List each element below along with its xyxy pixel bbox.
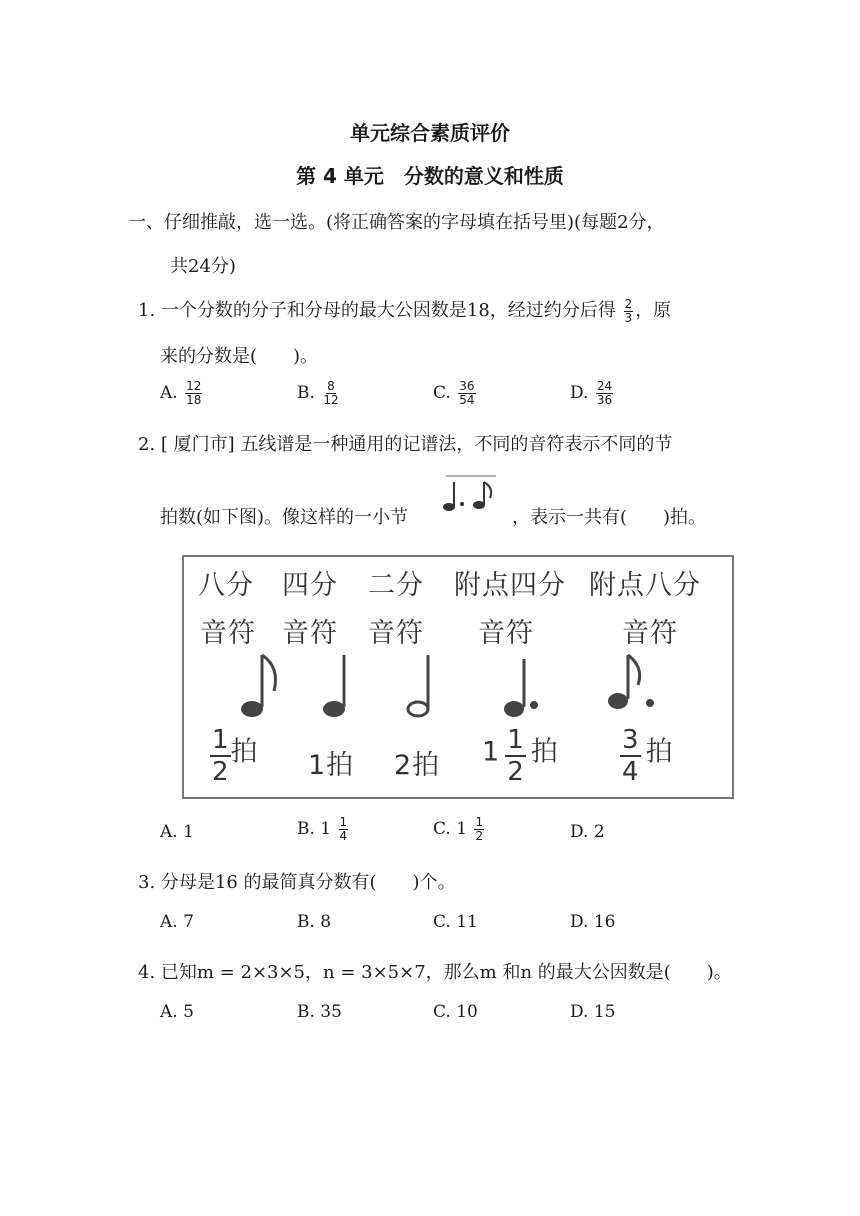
fraction-numerator: 36	[459, 379, 475, 393]
q2-line2-b: ，表示一共有( )拍。	[512, 507, 707, 528]
fraction-numerator: 2	[624, 296, 633, 311]
fraction-numerator: 24	[596, 379, 613, 393]
q1-option-b[interactable]	[297, 380, 342, 407]
q2-option-b[interactable]	[297, 816, 350, 843]
q4-option-c[interactable]: C. 10	[433, 1002, 478, 1022]
beat-value-dotted-quarter	[482, 725, 559, 787]
fraction-numerator: 1	[475, 815, 484, 829]
note-symbols	[184, 649, 732, 729]
option-label: A. 1	[160, 822, 194, 842]
option-fraction	[185, 380, 202, 407]
note-suffix-2: 音符	[282, 618, 338, 649]
eighth-note-icon	[241, 655, 276, 717]
beat-value-eighth	[210, 725, 259, 787]
q2-option-c[interactable]	[433, 816, 486, 843]
note-suffix-1: 音符	[200, 618, 256, 649]
option-label: C. 1	[433, 819, 468, 839]
q2-option-a[interactable]	[160, 822, 194, 842]
option-label: B.	[297, 383, 315, 403]
fraction-numerator: 3	[622, 725, 639, 755]
fraction-denominator: 2	[212, 757, 229, 787]
option-label: B. 1	[297, 819, 332, 839]
beat-value-dotted-eighth	[620, 725, 674, 787]
section-heading-line1: 一、仔细推敲，选一选。(将正确答案的字母填在括号里)(每题2分，	[128, 212, 665, 233]
beat-fraction	[620, 725, 641, 787]
fraction-numerator: 1	[339, 815, 348, 829]
document-title: 单元综合素质评价	[350, 121, 510, 145]
fraction-denominator: 3	[624, 310, 633, 325]
fraction-denominator: 12	[323, 393, 339, 407]
fraction-denominator: 18	[186, 393, 202, 407]
option-label: D.	[570, 383, 589, 403]
note-duration-figure	[182, 555, 734, 799]
option-fraction	[458, 380, 475, 407]
q1-text-a: 1. 一个分数的分子和分母的最大公因数是18，经过约分后得	[138, 300, 616, 321]
half-note-icon	[408, 655, 428, 716]
q3-option-d[interactable]: D. 16	[570, 912, 616, 932]
dotted-quarter-note-icon	[504, 659, 538, 717]
fraction-numerator: 8	[327, 379, 335, 393]
note-name-dotted-quarter: 附点四分	[454, 570, 566, 601]
q3-option-c[interactable]: C. 11	[433, 912, 478, 932]
option-fraction	[339, 816, 349, 843]
q1-line2: 来的分数是( )。	[160, 346, 319, 367]
beat-unit: 拍	[530, 736, 559, 768]
option-fraction	[474, 816, 484, 843]
document-subtitle: 第 4 单元 分数的意义和性质	[296, 164, 564, 188]
option-label: C.	[433, 383, 451, 403]
q2-option-d[interactable]	[570, 822, 605, 842]
beat-fraction	[505, 725, 526, 787]
q1-fraction	[624, 298, 634, 325]
q1-line1	[138, 296, 671, 325]
quarter-note-icon	[323, 655, 345, 717]
q2-line2-a: 拍数(如下图)。像这样的一小节	[160, 507, 409, 528]
note-name-dotted-eighth: 附点八分	[589, 570, 701, 601]
fraction-denominator: 4	[622, 757, 639, 787]
fraction-denominator: 36	[596, 393, 613, 407]
option-label: D. 2	[570, 822, 605, 842]
q1-option-c[interactable]	[433, 380, 478, 407]
fraction-denominator: 2	[507, 757, 524, 787]
option-label: A.	[160, 383, 178, 403]
q4-option-d[interactable]: D. 15	[570, 1002, 616, 1022]
q1-text-b: ，原	[635, 300, 672, 321]
q3-text: 3. 分母是16 的最简真分数有( )个。	[138, 872, 456, 893]
q4-option-b[interactable]: B. 35	[297, 1002, 342, 1022]
note-name-eighth: 八分	[198, 570, 254, 601]
beat-value-half: 2拍	[394, 750, 441, 781]
option-fraction	[322, 380, 339, 407]
q2-line1: 2. [ 厦门市] 五线谱是一种通用的记谱法，不同的音符表示不同的节	[138, 434, 673, 455]
beat-unit: 拍	[230, 736, 259, 768]
q1-option-a[interactable]	[160, 380, 204, 407]
q4-option-a[interactable]: A. 5	[160, 1002, 194, 1022]
measure-notes-icon	[440, 474, 502, 520]
q3-option-a[interactable]: A. 7	[160, 912, 194, 932]
beat-whole: 1	[482, 736, 501, 768]
option-fraction	[596, 380, 613, 407]
section-heading-line2: 共24分)	[170, 256, 236, 277]
dotted-eighth-note-icon	[608, 655, 654, 709]
fraction-denominator: 2	[475, 829, 484, 843]
fraction-denominator: 4	[339, 829, 348, 843]
note-suffix-4: 音符	[478, 618, 534, 649]
fraction-numerator: 1	[507, 725, 524, 755]
note-name-half: 二分	[368, 570, 424, 601]
fraction-denominator: 54	[459, 393, 475, 407]
note-name-quarter: 四分	[282, 570, 338, 601]
note-suffix-3: 音符	[368, 618, 424, 649]
fraction-numerator: 12	[186, 379, 202, 393]
note-suffix-5: 音符	[622, 618, 678, 649]
beat-unit: 拍	[645, 736, 674, 768]
q4-text: 4. 已知m = 2×3×5，n = 3×5×7，那么m 和n 的最大公因数是( )。	[138, 962, 732, 983]
beat-value-quarter: 1拍	[308, 750, 355, 781]
beat-fraction	[210, 725, 231, 787]
q1-option-d[interactable]	[570, 380, 615, 407]
q3-option-b[interactable]: B. 8	[297, 912, 332, 932]
fraction-numerator: 1	[212, 725, 229, 755]
